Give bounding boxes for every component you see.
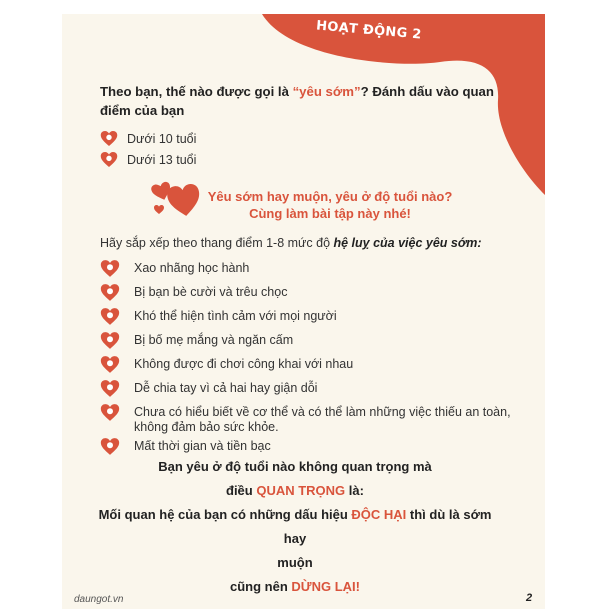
- closing-line-5-before: cũng nên: [230, 579, 292, 594]
- heart-checkbox-icon[interactable]: [100, 151, 118, 168]
- closing-line-3-after: thì dù là sớm hay: [283, 507, 492, 546]
- consequence-item[interactable]: [100, 403, 520, 435]
- closing-line-2: [90, 479, 500, 503]
- question-after: ? Đánh dấu vào quan điểm của bạn: [100, 84, 494, 118]
- option-label: Dưới 10 tuổi: [127, 131, 197, 146]
- consequence-item[interactable]: [100, 307, 520, 326]
- heart-rank-box-icon[interactable]: [100, 437, 120, 456]
- closing-highlight-important: QUAN TRỌNG: [256, 483, 346, 498]
- closing-line-3: [90, 503, 500, 551]
- heart-rank-box-icon[interactable]: [100, 331, 120, 350]
- closing-highlight-toxic: ĐỘC HẠI: [351, 507, 407, 522]
- instruction-before: Hãy sắp xếp theo thang điểm 1-8 mức độ: [100, 236, 334, 250]
- option-item[interactable]: [100, 128, 196, 149]
- instruction-text: [100, 236, 520, 250]
- heart-rank-box-icon[interactable]: [100, 307, 120, 326]
- question-text: [100, 82, 500, 120]
- heart-rank-box-icon[interactable]: [100, 355, 120, 374]
- heart-rank-box-icon[interactable]: [100, 403, 120, 422]
- footer-website: daungot.vn: [74, 594, 124, 605]
- consequence-item[interactable]: [100, 437, 520, 456]
- instruction-emphasis: hệ luỵ của việc yêu sớm:: [333, 236, 482, 250]
- hearts-decoration-icon: [150, 176, 210, 218]
- consequence-item[interactable]: [100, 283, 520, 302]
- subtitle-line-2: Cùng làm bài tập này nhé!: [249, 206, 411, 221]
- consequence-label: Xao nhãng học hành: [134, 261, 250, 275]
- subtitle-line-1: Yêu sớm hay muộn, yêu ở độ tuổi nào?: [207, 189, 453, 204]
- question-highlight: “yêu sớm”: [292, 84, 361, 99]
- page-number: 2: [526, 592, 533, 604]
- age-options: [100, 128, 196, 170]
- subtitle: [205, 188, 455, 222]
- activity-title: HOẠT ĐỘNG 2: [315, 18, 423, 43]
- closing-line-2-before: điều: [226, 483, 257, 498]
- heart-rank-box-icon[interactable]: [100, 379, 120, 398]
- closing-line-2-after: là:: [345, 483, 364, 498]
- consequence-item[interactable]: [100, 259, 520, 278]
- closing-message: [90, 455, 500, 599]
- consequence-label: Không được đi chơi công khai với nhau: [134, 357, 354, 371]
- consequence-label: Mất thời gian và tiền bạc: [134, 439, 271, 453]
- heart-checkbox-icon[interactable]: [100, 130, 118, 147]
- consequence-item[interactable]: [100, 355, 520, 374]
- closing-line-3-before: Mối quan hệ của bạn có những dấu hiệu: [98, 507, 352, 522]
- question-before: Theo bạn, thế nào được gọi là: [100, 84, 293, 99]
- closing-line-4: muộn: [277, 555, 313, 570]
- closing-highlight-stop: DỪNG LẠI!: [291, 579, 360, 594]
- heart-rank-box-icon[interactable]: [100, 259, 120, 278]
- heart-rank-box-icon[interactable]: [100, 283, 120, 302]
- option-label: Dưới 13 tuổi: [127, 152, 197, 167]
- consequence-label: Dễ chia tay vì cả hai hay giận dỗi: [134, 381, 318, 395]
- consequences-list: [100, 259, 520, 456]
- consequence-label: Chưa có hiểu biết về cơ thể và có thể làm những việc thiếu an toàn, không đảm bảo sức khỏe.: [134, 405, 511, 434]
- consequence-item[interactable]: [100, 331, 520, 350]
- option-item[interactable]: [100, 149, 196, 170]
- consequence-label: Bị bố mẹ mắng và ngăn cấm: [134, 333, 294, 347]
- consequence-label: Bị bạn bè cười và trêu chọc: [134, 285, 288, 299]
- closing-line-5: [90, 575, 500, 599]
- consequence-label: Khó thể hiện tình cảm với mọi người: [134, 309, 337, 323]
- closing-line-1: Bạn yêu ở độ tuổi nào không quan trọng mà: [158, 459, 432, 474]
- consequence-item[interactable]: [100, 379, 520, 398]
